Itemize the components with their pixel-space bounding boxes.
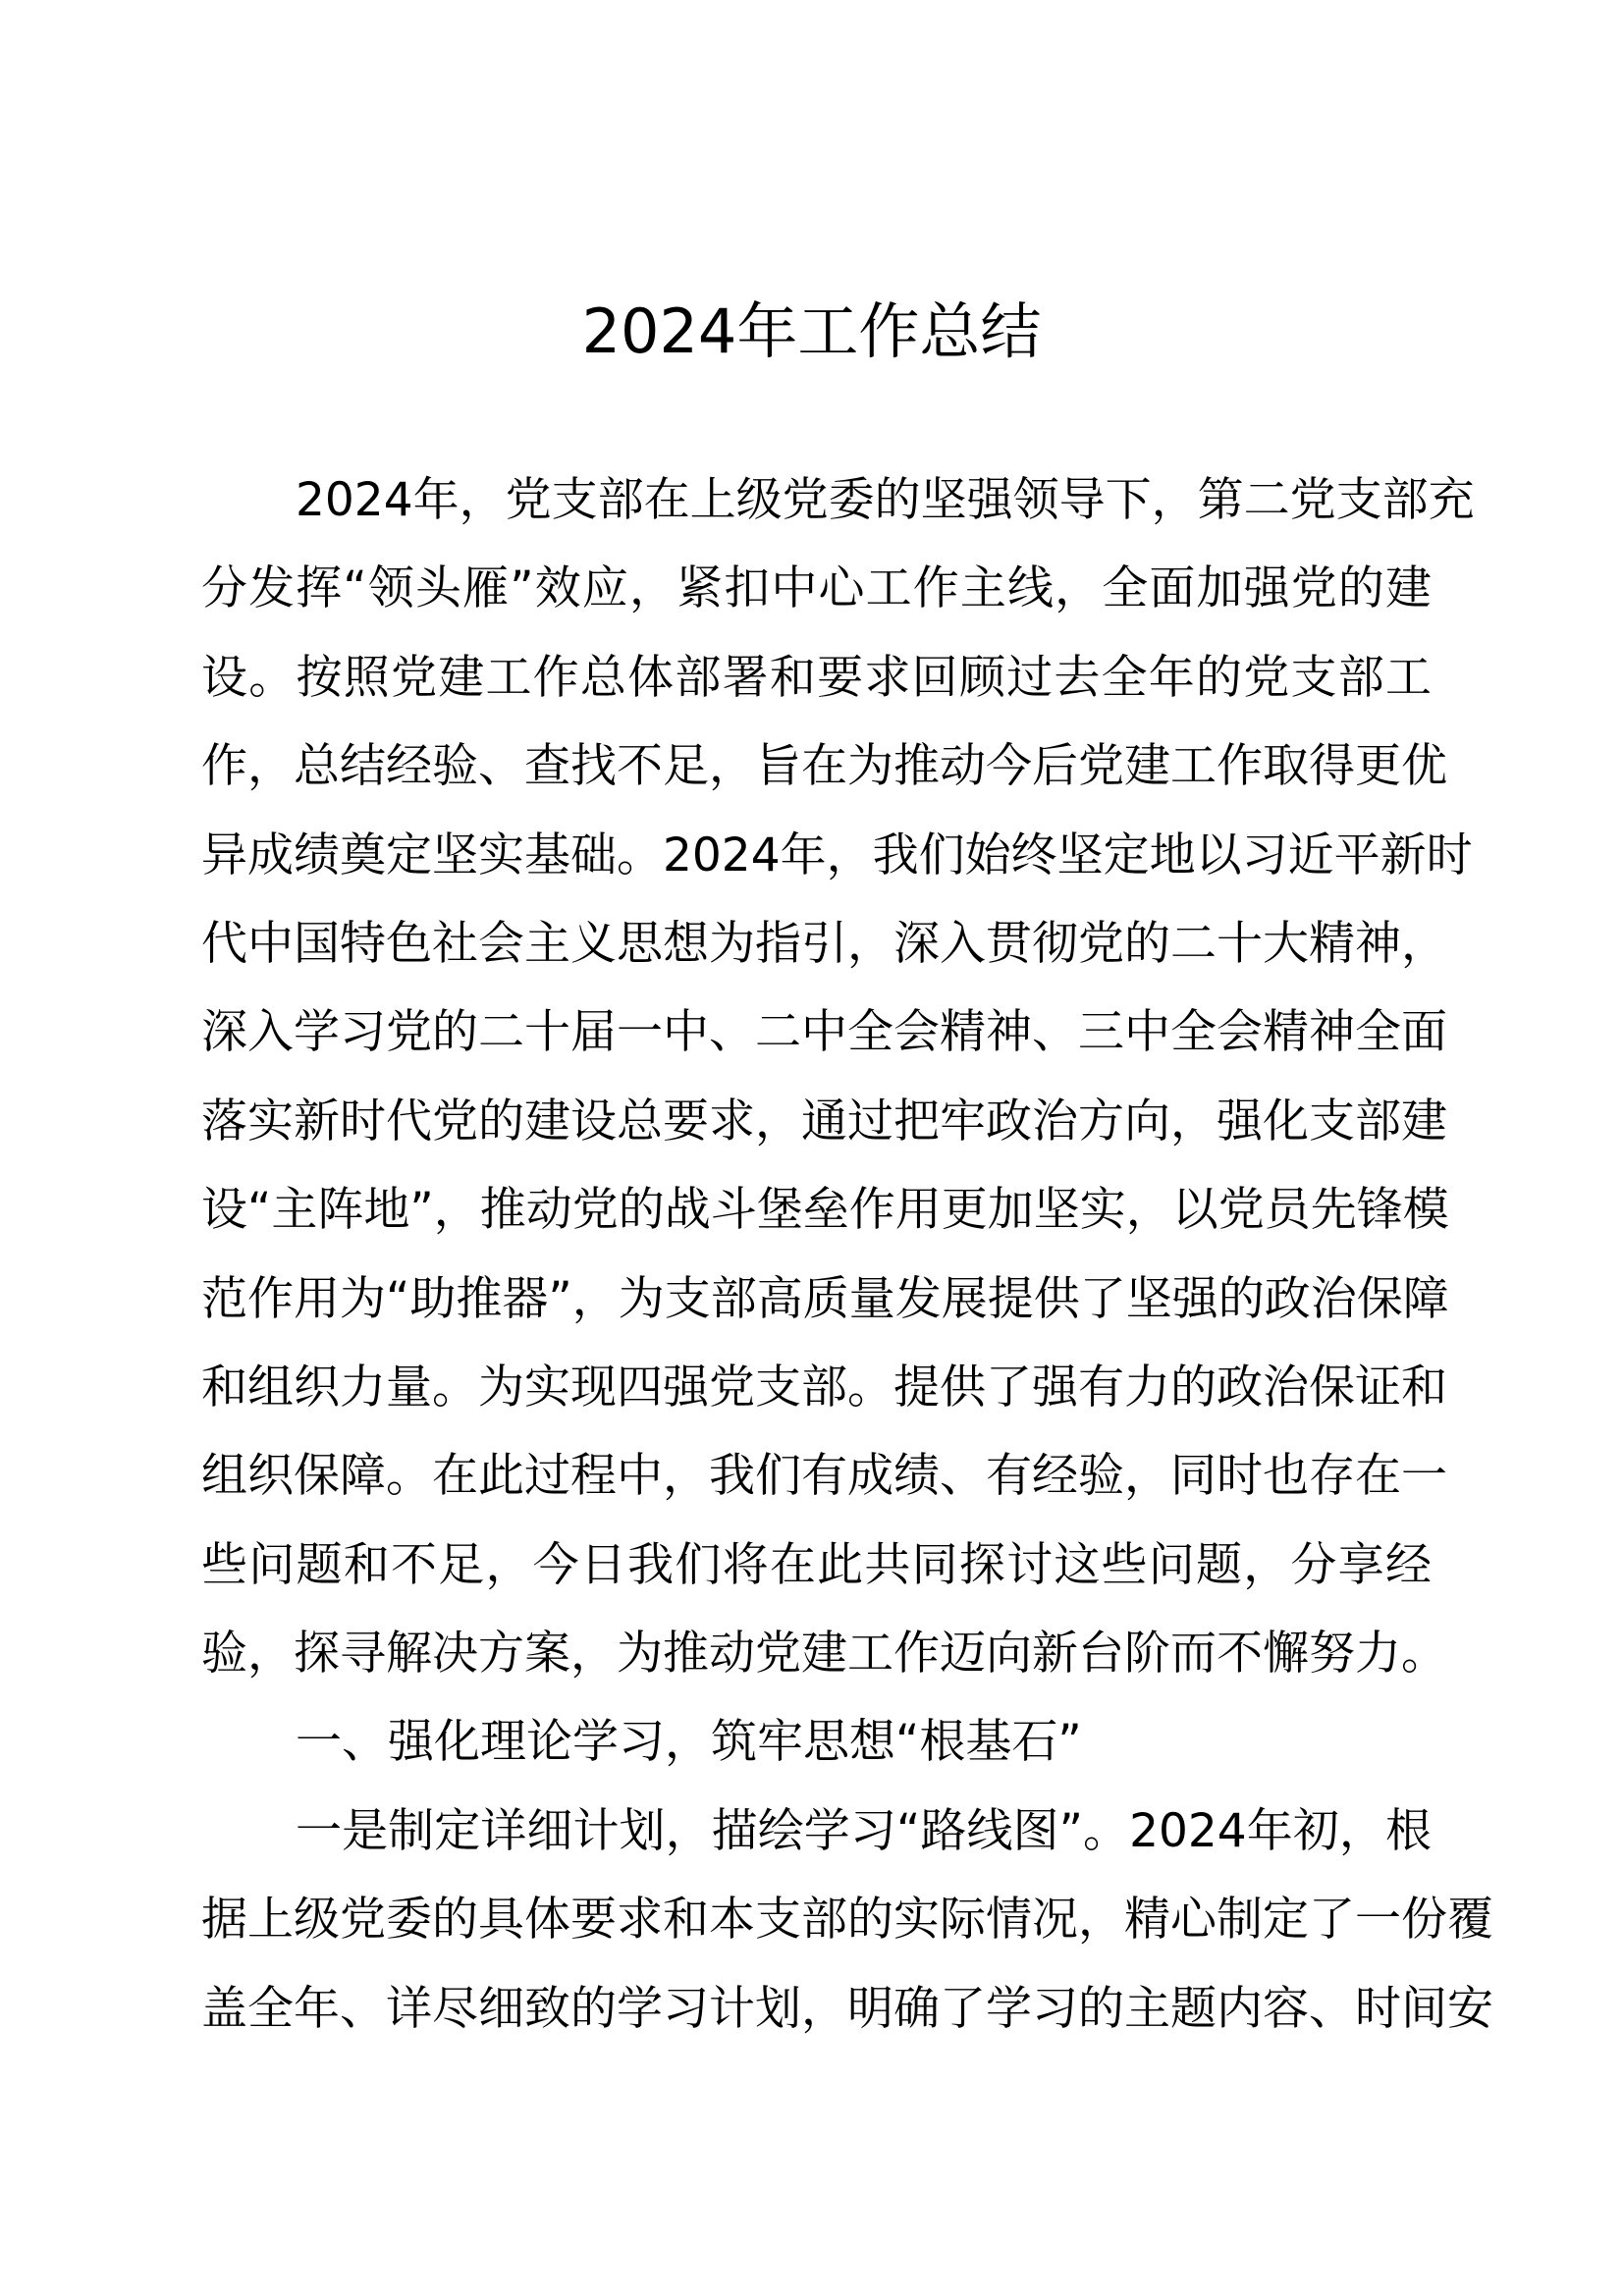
document-title: 2024年工作总结 <box>581 295 1042 367</box>
section-heading: 一、强化理论学习，筑牢思想“根基石” <box>296 1715 1082 1770</box>
paragraph-line: 验，探寻解决方案，为推动党建工作迈向新台阶而不懈努力。 <box>201 1627 1447 1682</box>
paragraph-line: 代中国特色社会主义思想为指引，深入贯彻党的二十大精神， <box>201 916 1447 971</box>
paragraph-line: 设“主阵地”，推动党的战斗堡垒作用更加坚实，以党员先锋模 <box>201 1183 1449 1238</box>
paragraph-line: 落实新时代党的建设总要求，通过把牢政治方向，强化支部建 <box>201 1094 1447 1148</box>
paragraph-line: 深入学习党的二十届一中、二中全会精神、三中全会精神全面 <box>201 1005 1447 1060</box>
paragraph-line: 设。按照党建工作总体部署和要求回顾过去全年的党支部工 <box>201 650 1432 705</box>
document-body <box>201 456 1493 2054</box>
paragraph-line: 盖全年、详尽细致的学习计划，明确了学习的主题内容、时间安 <box>201 1981 1493 2036</box>
paragraph-line: 组织保障。在此过程中，我们有成绩、有经验，同时也存在一 <box>201 1449 1447 1504</box>
paragraph-line: 分发挥“领头雁”效应，紧扣中心工作主线，全面加强党的建 <box>201 561 1432 616</box>
paragraph-line: 作，总结经验、查找不足，旨在为推动今后党建工作取得更优 <box>201 739 1447 794</box>
paragraph-line: 据上级党委的具体要求和本支部的实际情况，精心制定了一份覆 <box>201 1893 1493 1948</box>
paragraph-line: 范作用为“助推器”，为支部高质量发展提供了坚强的政治保障 <box>201 1271 1449 1326</box>
paragraph-line: 异成绩奠定坚实基础。2024年，我们始终坚定地以习近平新时 <box>201 828 1473 882</box>
paragraph-line: 2024年，党支部在上级党委的坚强领导下，第二党支部充 <box>296 473 1475 527</box>
paragraph-line: 一是制定详细计划，描绘学习“路线图”。2024年初，根 <box>296 1803 1432 1858</box>
paragraph-line: 些问题和不足，今日我们将在此共同探讨这些问题，分享经 <box>201 1537 1432 1592</box>
paragraph-line: 和组织力量。为实现四强党支部。提供了强有力的政治保证和 <box>201 1360 1447 1415</box>
